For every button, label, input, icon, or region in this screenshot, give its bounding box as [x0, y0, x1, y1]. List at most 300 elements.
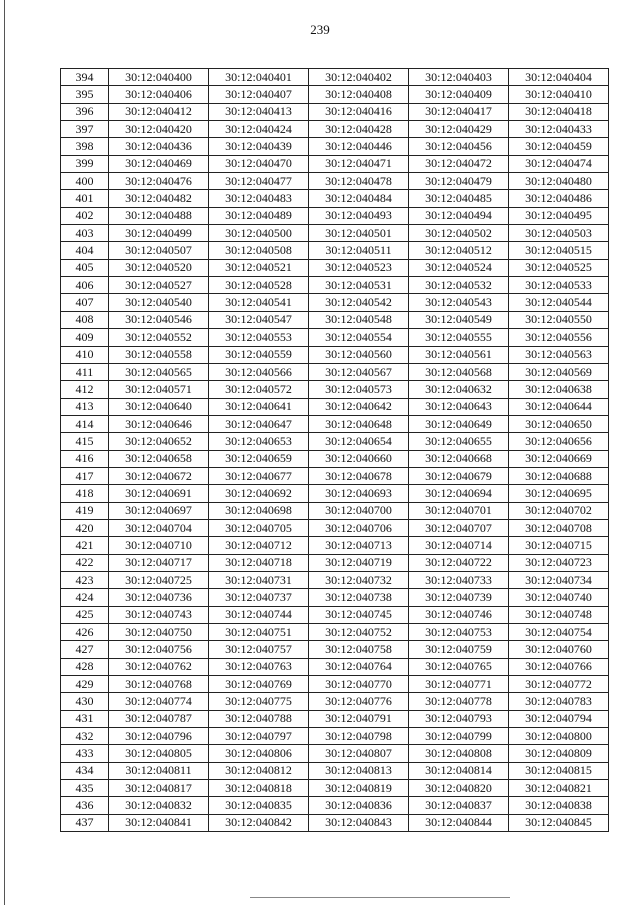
cadastral-number-cell: 30:12:040702	[509, 502, 609, 519]
row-number-cell: 425	[61, 606, 109, 623]
cadastral-number-cell: 30:12:040507	[109, 242, 209, 259]
cadastral-number-cell: 30:12:040838	[509, 797, 609, 814]
cadastral-number-cell: 30:12:040647	[209, 415, 309, 432]
row-number-cell: 423	[61, 571, 109, 588]
cadastral-number-cell: 30:12:040841	[109, 814, 209, 831]
cadastral-number-cell: 30:12:040811	[109, 762, 209, 779]
cadastral-number-cell: 30:12:040697	[109, 502, 209, 519]
cadastral-number-cell: 30:12:040753	[409, 624, 509, 641]
cadastral-number-cell: 30:12:040836	[309, 797, 409, 814]
cadastral-number-cell: 30:12:040669	[509, 450, 609, 467]
cadastral-number-cell: 30:12:040542	[309, 294, 409, 311]
cadastral-number-cell: 30:12:040567	[309, 363, 409, 380]
cadastral-number-cell: 30:12:040768	[109, 676, 209, 693]
row-number-cell: 411	[61, 363, 109, 380]
row-number-cell: 397	[61, 121, 109, 138]
cadastral-number-cell: 30:12:040787	[109, 710, 209, 727]
cadastral-number-cell: 30:12:040407	[209, 86, 309, 103]
cadastral-number-cell: 30:12:040501	[309, 225, 409, 242]
cadastral-number-cell: 30:12:040715	[509, 537, 609, 554]
cadastral-number-cell: 30:12:040694	[409, 485, 509, 502]
cadastral-number-cell: 30:12:040474	[509, 155, 609, 172]
cadastral-number-cell: 30:12:040845	[509, 814, 609, 831]
cadastral-number-cell: 30:12:040796	[109, 728, 209, 745]
table-row	[61, 710, 609, 727]
table-row	[61, 225, 609, 242]
cadastral-number-cell: 30:12:040723	[509, 554, 609, 571]
cadastral-number-cell: 30:12:040821	[509, 780, 609, 797]
cadastral-number-cell: 30:12:040660	[309, 450, 409, 467]
cadastral-number-cell: 30:12:040476	[109, 173, 209, 190]
table-row	[61, 346, 609, 363]
row-number-cell: 419	[61, 502, 109, 519]
cadastral-number-cell: 30:12:040556	[509, 329, 609, 346]
table-row	[61, 86, 609, 103]
table-row	[61, 294, 609, 311]
cadastral-number-cell: 30:12:040842	[209, 814, 309, 831]
cadastral-number-cell: 30:12:040403	[409, 69, 509, 86]
table-row	[61, 762, 609, 779]
cadastral-number-cell: 30:12:040417	[409, 103, 509, 120]
row-number-cell: 424	[61, 589, 109, 606]
cadastral-number-cell: 30:12:040525	[509, 259, 609, 276]
cadastral-number-cell: 30:12:040641	[209, 398, 309, 415]
cadastral-number-cell: 30:12:040555	[409, 329, 509, 346]
table-row	[61, 519, 609, 536]
row-number-cell: 404	[61, 242, 109, 259]
table-row	[61, 329, 609, 346]
cadastral-number-cell: 30:12:040502	[409, 225, 509, 242]
cadastral-number-cell: 30:12:040563	[509, 346, 609, 363]
row-number-cell: 416	[61, 450, 109, 467]
cadastral-number-cell: 30:12:040561	[409, 346, 509, 363]
row-number-cell: 401	[61, 190, 109, 207]
cadastral-number-cell: 30:12:040493	[309, 207, 409, 224]
cadastral-number-cell: 30:12:040406	[109, 86, 209, 103]
cadastral-number-cell: 30:12:040658	[109, 450, 209, 467]
cadastral-number-cell: 30:12:040812	[209, 762, 309, 779]
table-row	[61, 467, 609, 484]
row-number-cell: 432	[61, 728, 109, 745]
row-number-cell: 417	[61, 467, 109, 484]
cadastral-number-cell: 30:12:040418	[509, 103, 609, 120]
cadastral-number-cell: 30:12:040731	[209, 571, 309, 588]
cadastral-number-cell: 30:12:040401	[209, 69, 309, 86]
cadastral-number-cell: 30:12:040470	[209, 155, 309, 172]
cadastral-number-cell: 30:12:040500	[209, 225, 309, 242]
cadastral-number-cell: 30:12:040765	[409, 658, 509, 675]
cadastral-number-cell: 30:12:040566	[209, 363, 309, 380]
cadastral-number-cell: 30:12:040436	[109, 138, 209, 155]
cadastral-number-cell: 30:12:040788	[209, 710, 309, 727]
cadastral-number-cell: 30:12:040774	[109, 693, 209, 710]
table-row	[61, 415, 609, 432]
cadastral-number-cell: 30:12:040766	[509, 658, 609, 675]
row-number-cell: 396	[61, 103, 109, 120]
cadastral-number-cell: 30:12:040653	[209, 433, 309, 450]
table-row	[61, 745, 609, 762]
table-row	[61, 502, 609, 519]
cadastral-number-cell: 30:12:040770	[309, 676, 409, 693]
table-row	[61, 658, 609, 675]
row-number-cell: 421	[61, 537, 109, 554]
table-row	[61, 641, 609, 658]
cadastral-number-cell: 30:12:040520	[109, 259, 209, 276]
row-number-cell: 433	[61, 745, 109, 762]
row-number-cell: 394	[61, 69, 109, 86]
cadastral-number-cell: 30:12:040806	[209, 745, 309, 762]
table-row	[61, 624, 609, 641]
table-row	[61, 138, 609, 155]
row-number-cell: 409	[61, 329, 109, 346]
table-row	[61, 173, 609, 190]
cadastral-number-cell: 30:12:040486	[509, 190, 609, 207]
cadastral-number-cell: 30:12:040752	[309, 624, 409, 641]
cadastral-number-cell: 30:12:040511	[309, 242, 409, 259]
table-row	[61, 676, 609, 693]
cadastral-number-cell: 30:12:040757	[209, 641, 309, 658]
cadastral-number-cell: 30:12:040456	[409, 138, 509, 155]
cadastral-number-cell: 30:12:040760	[509, 641, 609, 658]
row-number-cell: 402	[61, 207, 109, 224]
cadastral-number-cell: 30:12:040659	[209, 450, 309, 467]
cadastral-number-cell: 30:12:040754	[509, 624, 609, 641]
table-row	[61, 190, 609, 207]
table-row	[61, 69, 609, 86]
cadastral-number-cell: 30:12:040725	[109, 571, 209, 588]
row-number-cell: 413	[61, 398, 109, 415]
table-row	[61, 363, 609, 380]
cadastral-number-cell: 30:12:040734	[509, 571, 609, 588]
row-number-cell: 410	[61, 346, 109, 363]
table-row	[61, 780, 609, 797]
cadastral-number-cell: 30:12:040672	[109, 467, 209, 484]
cadastral-number-cell: 30:12:040489	[209, 207, 309, 224]
cadastral-number-cell: 30:12:040832	[109, 797, 209, 814]
cadastral-number-cell: 30:12:040532	[409, 277, 509, 294]
row-number-cell: 408	[61, 311, 109, 328]
table-row	[61, 450, 609, 467]
cadastral-number-cell: 30:12:040797	[209, 728, 309, 745]
cadastral-number-cell: 30:12:040750	[109, 624, 209, 641]
cadastral-number-cell: 30:12:040756	[109, 641, 209, 658]
table-row	[61, 485, 609, 502]
cadastral-number-cell: 30:12:040499	[109, 225, 209, 242]
cadastral-number-cell: 30:12:040485	[409, 190, 509, 207]
cadastral-number-cell: 30:12:040813	[309, 762, 409, 779]
cadastral-number-cell: 30:12:040565	[109, 363, 209, 380]
cadastral-number-cell: 30:12:040733	[409, 571, 509, 588]
table-row	[61, 242, 609, 259]
cadastral-number-cell: 30:12:040751	[209, 624, 309, 641]
cadastral-number-cell: 30:12:040772	[509, 676, 609, 693]
cadastral-number-cell: 30:12:040560	[309, 346, 409, 363]
row-number-cell: 422	[61, 554, 109, 571]
row-number-cell: 405	[61, 259, 109, 276]
cadastral-number-cell: 30:12:040503	[509, 225, 609, 242]
cadastral-number-cell: 30:12:040655	[409, 433, 509, 450]
table-row	[61, 814, 609, 831]
cadastral-number-cell: 30:12:040708	[509, 519, 609, 536]
row-number-cell: 418	[61, 485, 109, 502]
cadastral-number-cell: 30:12:040691	[109, 485, 209, 502]
cadastral-number-cell: 30:12:040809	[509, 745, 609, 762]
row-number-cell: 431	[61, 710, 109, 727]
cadastral-number-cell: 30:12:040707	[409, 519, 509, 536]
cadastral-number-cell: 30:12:040704	[109, 519, 209, 536]
cadastral-number-cell: 30:12:040719	[309, 554, 409, 571]
cadastral-number-cell: 30:12:040652	[109, 433, 209, 450]
cadastral-number-cell: 30:12:040544	[509, 294, 609, 311]
cadastral-number-cell: 30:12:040763	[209, 658, 309, 675]
cadastral-number-cell: 30:12:040815	[509, 762, 609, 779]
cadastral-number-cell: 30:12:040746	[409, 606, 509, 623]
cadastral-number-cell: 30:12:040508	[209, 242, 309, 259]
cadastral-number-cell: 30:12:040743	[109, 606, 209, 623]
table-row	[61, 797, 609, 814]
table-row	[61, 693, 609, 710]
cadastral-number-cell: 30:12:040745	[309, 606, 409, 623]
table-row	[61, 155, 609, 172]
cadastral-number-cell: 30:12:040820	[409, 780, 509, 797]
table-row	[61, 606, 609, 623]
cadastral-number-cell: 30:12:040632	[409, 381, 509, 398]
cadastral-number-cell: 30:12:040717	[109, 554, 209, 571]
cadastral-number-cell: 30:12:040737	[209, 589, 309, 606]
table-row	[61, 433, 609, 450]
cadastral-number-cell: 30:12:040471	[309, 155, 409, 172]
cadastral-number-cell: 30:12:040416	[309, 103, 409, 120]
cadastral-number-cell: 30:12:040769	[209, 676, 309, 693]
cadastral-number-cell: 30:12:040648	[309, 415, 409, 432]
cadastral-number-cell: 30:12:040679	[409, 467, 509, 484]
row-number-cell: 434	[61, 762, 109, 779]
cadastral-number-cell: 30:12:040692	[209, 485, 309, 502]
cadastral-number-cell: 30:12:040559	[209, 346, 309, 363]
cadastral-number-cell: 30:12:040736	[109, 589, 209, 606]
cadastral-number-cell: 30:12:040650	[509, 415, 609, 432]
cadastral-number-cell: 30:12:040714	[409, 537, 509, 554]
cadastral-number-cell: 30:12:040817	[109, 780, 209, 797]
cadastral-number-cell: 30:12:040495	[509, 207, 609, 224]
cadastral-number-cell: 30:12:040705	[209, 519, 309, 536]
cadastral-number-cell: 30:12:040718	[209, 554, 309, 571]
cadastral-number-cell: 30:12:040649	[409, 415, 509, 432]
cadastral-number-cell: 30:12:040482	[109, 190, 209, 207]
cadastral-number-cell: 30:12:040783	[509, 693, 609, 710]
cadastral-number-cell: 30:12:040533	[509, 277, 609, 294]
cadastral-number-cell: 30:12:040843	[309, 814, 409, 831]
row-number-cell: 407	[61, 294, 109, 311]
cadastral-number-cell: 30:12:040764	[309, 658, 409, 675]
cadastral-number-cell: 30:12:040805	[109, 745, 209, 762]
cadastral-number-cell: 30:12:040677	[209, 467, 309, 484]
cadastral-number-cell: 30:12:040722	[409, 554, 509, 571]
table-row	[61, 381, 609, 398]
cadastral-number-cell: 30:12:040404	[509, 69, 609, 86]
table-row	[61, 537, 609, 554]
cadastral-number-cell: 30:12:040654	[309, 433, 409, 450]
footer-rule	[250, 897, 510, 898]
cadastral-number-cell: 30:12:040700	[309, 502, 409, 519]
cadastral-number-cell: 30:12:040698	[209, 502, 309, 519]
cadastral-number-cell: 30:12:040402	[309, 69, 409, 86]
cadastral-number-cell: 30:12:040710	[109, 537, 209, 554]
cadastral-number-cell: 30:12:040695	[509, 485, 609, 502]
cadastral-number-cell: 30:12:040835	[209, 797, 309, 814]
cadastral-number-cell: 30:12:040541	[209, 294, 309, 311]
row-number-cell: 399	[61, 155, 109, 172]
cadastral-number-cell: 30:12:040778	[409, 693, 509, 710]
cadastral-number-cell: 30:12:040523	[309, 259, 409, 276]
cadastral-number-cell: 30:12:040793	[409, 710, 509, 727]
cadastral-number-cell: 30:12:040732	[309, 571, 409, 588]
cadastral-number-cell: 30:12:040558	[109, 346, 209, 363]
row-number-cell: 406	[61, 277, 109, 294]
cadastral-number-cell: 30:12:040837	[409, 797, 509, 814]
table-row	[61, 398, 609, 415]
table-row	[61, 207, 609, 224]
cadastral-number-cell: 30:12:040799	[409, 728, 509, 745]
cadastral-number-cell: 30:12:040678	[309, 467, 409, 484]
cadastral-number-cell: 30:12:040512	[409, 242, 509, 259]
row-number-cell: 403	[61, 225, 109, 242]
cadastral-number-cell: 30:12:040553	[209, 329, 309, 346]
cadastral-number-cell: 30:12:040540	[109, 294, 209, 311]
cadastral-number-cell: 30:12:040483	[209, 190, 309, 207]
cadastral-number-cell: 30:12:040644	[509, 398, 609, 415]
cadastral-number-cell: 30:12:040479	[409, 173, 509, 190]
cadastral-number-cell: 30:12:040776	[309, 693, 409, 710]
cadastral-number-cell: 30:12:040424	[209, 121, 309, 138]
row-number-cell: 415	[61, 433, 109, 450]
cadastral-number-cell: 30:12:040740	[509, 589, 609, 606]
scan-edge-line	[4, 0, 5, 905]
cadastral-number-cell: 30:12:040573	[309, 381, 409, 398]
cadastral-number-cell: 30:12:040800	[509, 728, 609, 745]
cadastral-number-cell: 30:12:040818	[209, 780, 309, 797]
cadastral-number-cell: 30:12:040571	[109, 381, 209, 398]
cadastral-number-cell: 30:12:040433	[509, 121, 609, 138]
row-number-cell: 428	[61, 658, 109, 675]
table-row	[61, 121, 609, 138]
cadastral-number-cell: 30:12:040758	[309, 641, 409, 658]
table-row	[61, 728, 609, 745]
row-number-cell: 398	[61, 138, 109, 155]
row-number-cell: 420	[61, 519, 109, 536]
cadastral-number-cell: 30:12:040568	[409, 363, 509, 380]
cadastral-number-cell: 30:12:040706	[309, 519, 409, 536]
cadastral-number-cell: 30:12:040469	[109, 155, 209, 172]
cadastral-number-cell: 30:12:040569	[509, 363, 609, 380]
table-row	[61, 103, 609, 120]
cadastral-number-cell: 30:12:040409	[409, 86, 509, 103]
cadastral-number-cell: 30:12:040814	[409, 762, 509, 779]
cadastral-number-cell: 30:12:040759	[409, 641, 509, 658]
cadastral-number-cell: 30:12:040693	[309, 485, 409, 502]
cadastral-number-cell: 30:12:040531	[309, 277, 409, 294]
cadastral-number-cell: 30:12:040524	[409, 259, 509, 276]
cadastral-number-cell: 30:12:040549	[409, 311, 509, 328]
cadastral-number-cell: 30:12:040527	[109, 277, 209, 294]
cadastral-number-cell: 30:12:040771	[409, 676, 509, 693]
cadastral-number-cell: 30:12:040528	[209, 277, 309, 294]
cadastral-number-cell: 30:12:040546	[109, 311, 209, 328]
row-number-cell: 400	[61, 173, 109, 190]
cadastral-number-cell: 30:12:040643	[409, 398, 509, 415]
row-number-cell: 427	[61, 641, 109, 658]
cadastral-number-cell: 30:12:040420	[109, 121, 209, 138]
cadastral-number-cell: 30:12:040739	[409, 589, 509, 606]
cadastral-number-cell: 30:12:040480	[509, 173, 609, 190]
row-number-cell: 395	[61, 86, 109, 103]
cadastral-number-cell: 30:12:040543	[409, 294, 509, 311]
cadastral-number-cell: 30:12:040701	[409, 502, 509, 519]
table-row	[61, 259, 609, 276]
table-row	[61, 311, 609, 328]
cadastral-number-cell: 30:12:040738	[309, 589, 409, 606]
cadastral-number-cell: 30:12:040688	[509, 467, 609, 484]
cadastral-number-cell: 30:12:040472	[409, 155, 509, 172]
cadastral-number-cell: 30:12:040488	[109, 207, 209, 224]
cadastral-number-cell: 30:12:040713	[309, 537, 409, 554]
cadastral-number-cell: 30:12:040712	[209, 537, 309, 554]
cadastral-number-cell: 30:12:040494	[409, 207, 509, 224]
table-row	[61, 277, 609, 294]
cadastral-number-cell: 30:12:040548	[309, 311, 409, 328]
cadastral-number-cell: 30:12:040668	[409, 450, 509, 467]
cadastral-number-cell: 30:12:040478	[309, 173, 409, 190]
cadastral-number-cell: 30:12:040819	[309, 780, 409, 797]
cadastral-number-cell: 30:12:040554	[309, 329, 409, 346]
page-number: 239	[310, 22, 330, 37]
cadastral-number-cell: 30:12:040413	[209, 103, 309, 120]
cadastral-number-cell: 30:12:040807	[309, 745, 409, 762]
cadastral-number-cell: 30:12:040794	[509, 710, 609, 727]
cadastral-number-cell: 30:12:040484	[309, 190, 409, 207]
cadastral-number-cell: 30:12:040410	[509, 86, 609, 103]
row-number-cell: 436	[61, 797, 109, 814]
row-number-cell: 437	[61, 814, 109, 831]
cadastral-number-cell: 30:12:040428	[309, 121, 409, 138]
cadastral-number-cell: 30:12:040642	[309, 398, 409, 415]
cadastral-number-table	[60, 68, 609, 832]
table-row	[61, 554, 609, 571]
cadastral-number-cell: 30:12:040429	[409, 121, 509, 138]
cadastral-number-cell: 30:12:040640	[109, 398, 209, 415]
cadastral-number-cell: 30:12:040646	[109, 415, 209, 432]
cadastral-number-cell: 30:12:040521	[209, 259, 309, 276]
cadastral-number-cell: 30:12:040515	[509, 242, 609, 259]
cadastral-number-cell: 30:12:040550	[509, 311, 609, 328]
row-number-cell: 435	[61, 780, 109, 797]
cadastral-number-cell: 30:12:040446	[309, 138, 409, 155]
row-number-cell: 430	[61, 693, 109, 710]
cadastral-number-cell: 30:12:040775	[209, 693, 309, 710]
cadastral-number-cell: 30:12:040744	[209, 606, 309, 623]
cadastral-number-cell: 30:12:040791	[309, 710, 409, 727]
row-number-cell: 429	[61, 676, 109, 693]
cadastral-number-cell: 30:12:040798	[309, 728, 409, 745]
cadastral-number-cell: 30:12:040808	[409, 745, 509, 762]
row-number-cell: 426	[61, 624, 109, 641]
cadastral-number-cell: 30:12:040412	[109, 103, 209, 120]
table-body	[61, 69, 609, 832]
cadastral-number-cell: 30:12:040762	[109, 658, 209, 675]
cadastral-number-cell: 30:12:040439	[209, 138, 309, 155]
table-row	[61, 589, 609, 606]
cadastral-number-cell: 30:12:040638	[509, 381, 609, 398]
